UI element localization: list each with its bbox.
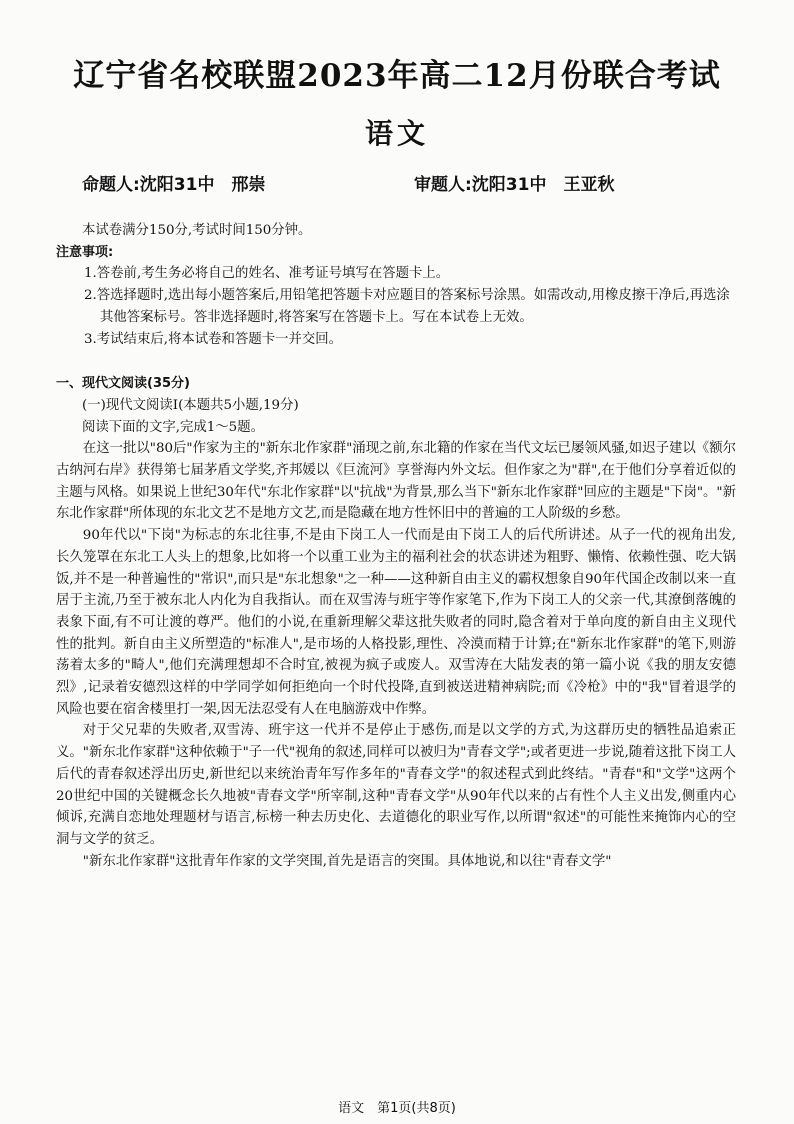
subsection-heading: (一)现代文阅读Ⅰ(本题共5小题,19分) — [82, 397, 299, 413]
notice-item: 2.答选择题时,选出每小题答案后,用铅笔把答题卡对应题目的答案标号涂黑。如需改动,用橡皮擦干净后,再选涂其他答案标号。答非选择题时,将答案写在答题卡上。写在本试卷上无效。 — [84, 288, 730, 325]
exam-title: 辽宁省名校联盟2023年高二12月份联合考试 — [73, 58, 721, 94]
notice-heading: 注意事项: — [56, 244, 114, 260]
subject-title: 语文 — [364, 117, 429, 150]
question-setter: 命题人:沈阳31中 邢崇 — [82, 175, 266, 195]
notice-list — [56, 263, 736, 350]
page-footer: 语文 第1页(共8页) — [338, 1101, 456, 1116]
question-reviewer: 审题人:沈阳31中 王亚秋 — [414, 175, 615, 195]
notice-item: 3.考试结束后,将本试卷和答题卡一并交回。 — [84, 331, 343, 347]
notice-item: 1.答卷前,考生务必将自己的姓名、准考证号填写在答题卡上。 — [84, 266, 450, 282]
section-heading: 一、现代文阅读(35分) — [56, 376, 190, 392]
passage-paragraph: "新东北作家群"这批青年作家的文学突围,首先是语言的突围。具体地说,和以往"青春文学" — [82, 853, 612, 869]
exam-body — [56, 220, 736, 872]
passage-paragraph: 在这一批以"80后"作家为主的"新东北作家群"涌现之前,东北籍的作家在当代文坛已屡领风骚,如迟子建以《额尔古纳河右岸》获得第七届茅盾文学奖,齐邦媛以《巨流河》享誉海内外文坛。但作家之为"群",在于他们分享着近似的主题与风格。如果说上世纪30年代"东北作家群"以"抗战"为背景,那么当下"新东北作家群"回应的主题是"下岗"。"新东北作家群"所体现的东北文艺不是地方文艺,而是隐藏在地方性怀旧中的普遍的工人阶级的乡愁。 — [56, 441, 736, 522]
passage-paragraph: 对于父兄辈的失败者,双雪涛、班宇这一代并不是停止于感伤,而是以文学的方式,为这群历史的牺牲品追索正义。"新东北作家群"这种依赖于"子一代"视角的叙述,同样可以被归为"青春文学";或者更进一步说,随着这批下岗工人后代的青春叙述浮出历史,新世纪以来统治青年写作多年的"青春文学"的叙述程式到此终结。"青春"和"文学"这两个20世纪中国的关键概念长久地被"青春文学"所宰制,这种"青春文学"从90年代以来的占有性个人主义出发,侧重内心倾诉,充满自恋地处理题材与语言,标榜一种去历史化、去道德化的职业写作,以所谓"叙述"的可能性来掩饰内心的空洞与文学的贫乏。 — [56, 723, 736, 847]
passage-paragraph: 90年代以"下岗"为标志的东北往事,不是由下岗工人一代而是由下岗工人的后代所讲述。从子一代的视角出发,长久笼罩在东北工人头上的想象,比如将一个以重工业为主的福利社会的状态讲述为粗野、懒惰、依赖性强、吃大锅饭,并不是一种普遍性的"常识",而只是"东北想象"之一种——这种新自由主义的霸权想象自90年代国企改制以来一直居于主流,乃至于被东北人内化为自我指认。而在双雪涛与班宇等作家笔下,作为下岗工人的父亲一代,其潦倒落魄的表象下面,有不可让渡的尊严。他们的小说,在重新理解父辈这批失败者的同时,隐含着对于单向度的新自由主义现代性的批判。新自由主义所塑造的"标准人",是市场的人格投影,理性、冷漠而精于计算;在"新东北作家群"的笔下,则游荡着太多的"畸人",他们充满理想却不合时宜,被视为疯子或废人。双雪涛在大陆发表的第一篇小说《我的朋友安德烈》,记录着安德烈这样的中学同学如何拒绝向一个时代投降,直到被送进精神病院;而《冷枪》中的"我"冒着退学的风险也要在宿舍楼里打一架,因无法忍受有人在电脑游戏中作弊。 — [56, 528, 736, 717]
reading-instruction: 阅读下面的文字,完成1～5题。 — [82, 419, 264, 435]
exam-intro: 本试卷满分150分,考试时间150分钟。 — [82, 223, 312, 238]
